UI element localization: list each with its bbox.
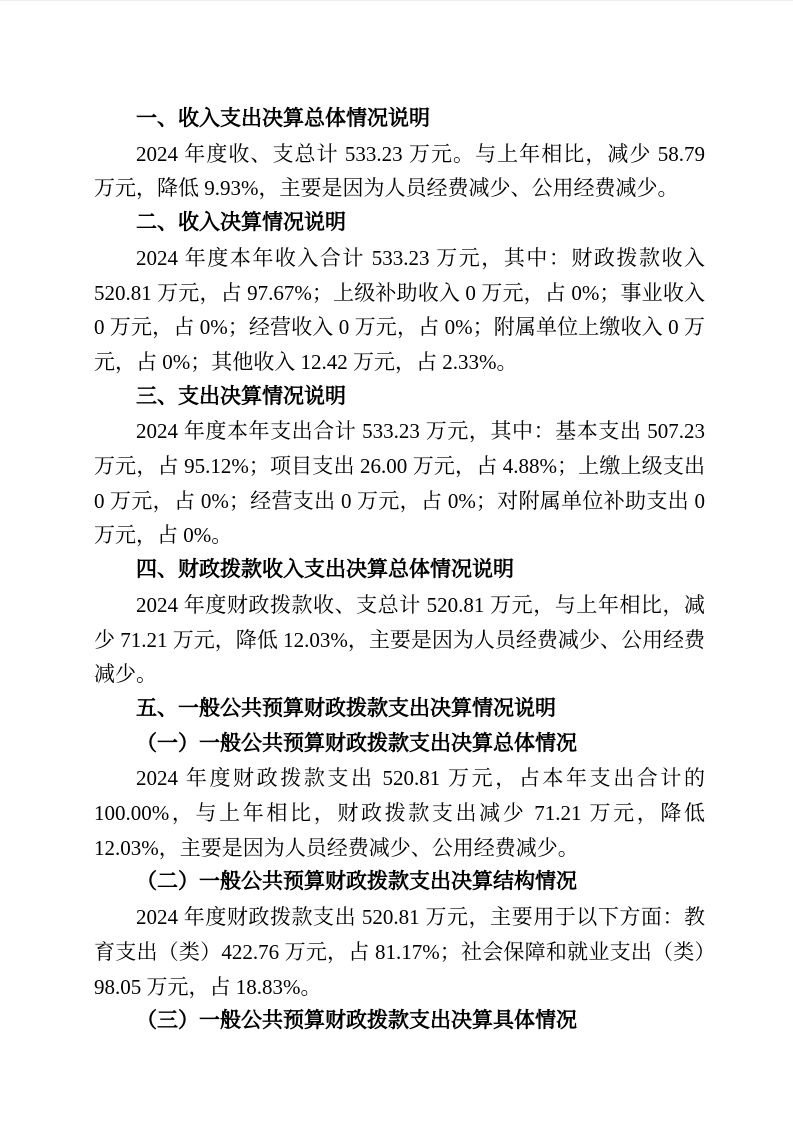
- section-expenditure-statement: [94, 380, 705, 554]
- section-2-heading: 二、收入决算情况说明: [136, 211, 346, 235]
- section-2-paragraph: 2024 年度本年收入合计 533.23 万元，其中：财政拨款收入 520.81 万元，占 97.67%；上级补助收入 0 万元，占 0%；事业收入 0 万元，占 0%；经营收入 0 万元，占 0%；附属单位上缴收入 0 万元，占 0%；其他收入 12.42 万元，占 2.33%。: [94, 245, 705, 374]
- section-4-paragraph: 2024 年度财政拨款收、支总计 520.81 万元，与上年相比，减少 71.21 万元，降低 12.03%，主要是因为人员经费减少、公用经费减少。: [94, 592, 705, 687]
- subsection-1-paragraph: 2024 年度财政拨款支出 520.81 万元，占本年支出合计的 100.00%，与上年相比，财政拨款支出减少 71.21 万元，降低 12.03%，主要是因为人员经费减少、公用经费减少。: [94, 766, 705, 860]
- section-5-heading: 五、一般公共预算财政拨款支出决算情况说明: [136, 696, 556, 720]
- subsection-overall-situation: [94, 727, 705, 866]
- subsection-1-heading: （一）一般公共预算财政拨款支出决算总体情况: [136, 731, 577, 755]
- section-overall-budget-summary: [94, 102, 705, 206]
- section-general-public-budget-expenditure: [94, 692, 705, 1039]
- section-income-statement: [94, 206, 705, 380]
- subsection-3-heading: （三）一般公共预算财政拨款支出决算具体情况: [136, 1009, 577, 1033]
- section-1-heading: 一、收入支出决算总体情况说明: [136, 107, 430, 130]
- subsection-2-paragraph: 2024 年度财政拨款支出 520.81 万元，主要用于以下方面：教育支出（类）422.76 万元，占 81.17%；社会保障和就业支出（类）98.05 万元，占 18.83%。: [94, 905, 705, 999]
- subsection-detail-situation: [94, 1004, 705, 1039]
- subsection-2-heading: （二）一般公共预算财政拨款支出决算结构情况: [136, 870, 577, 894]
- section-3-heading: 三、支出决算情况说明: [136, 384, 346, 408]
- section-1-paragraph: 2024 年度收、支总计 533.23 万元。与上年相比，减少 58.79 万元，降低 9.93%，主要是因为人员经费减少、公用经费减少。: [94, 141, 705, 201]
- section-3-paragraph: 2024 年度本年支出合计 533.23 万元，其中：基本支出 507.23 万元，占 95.12%；项目支出 26.00 万元，占 4.88%；上缴上级支出 0 万元，占 0%；经营支出 0 万元，占 0%；对附属单位补助支出 0 万元，占 0%。: [94, 419, 705, 548]
- section-4-heading: 四、财政拨款收入支出决算总体情况说明: [136, 558, 514, 582]
- document-body: [94, 102, 705, 1039]
- section-fiscal-appropriation-summary: [94, 553, 705, 692]
- subsection-structure-situation: [94, 865, 705, 1004]
